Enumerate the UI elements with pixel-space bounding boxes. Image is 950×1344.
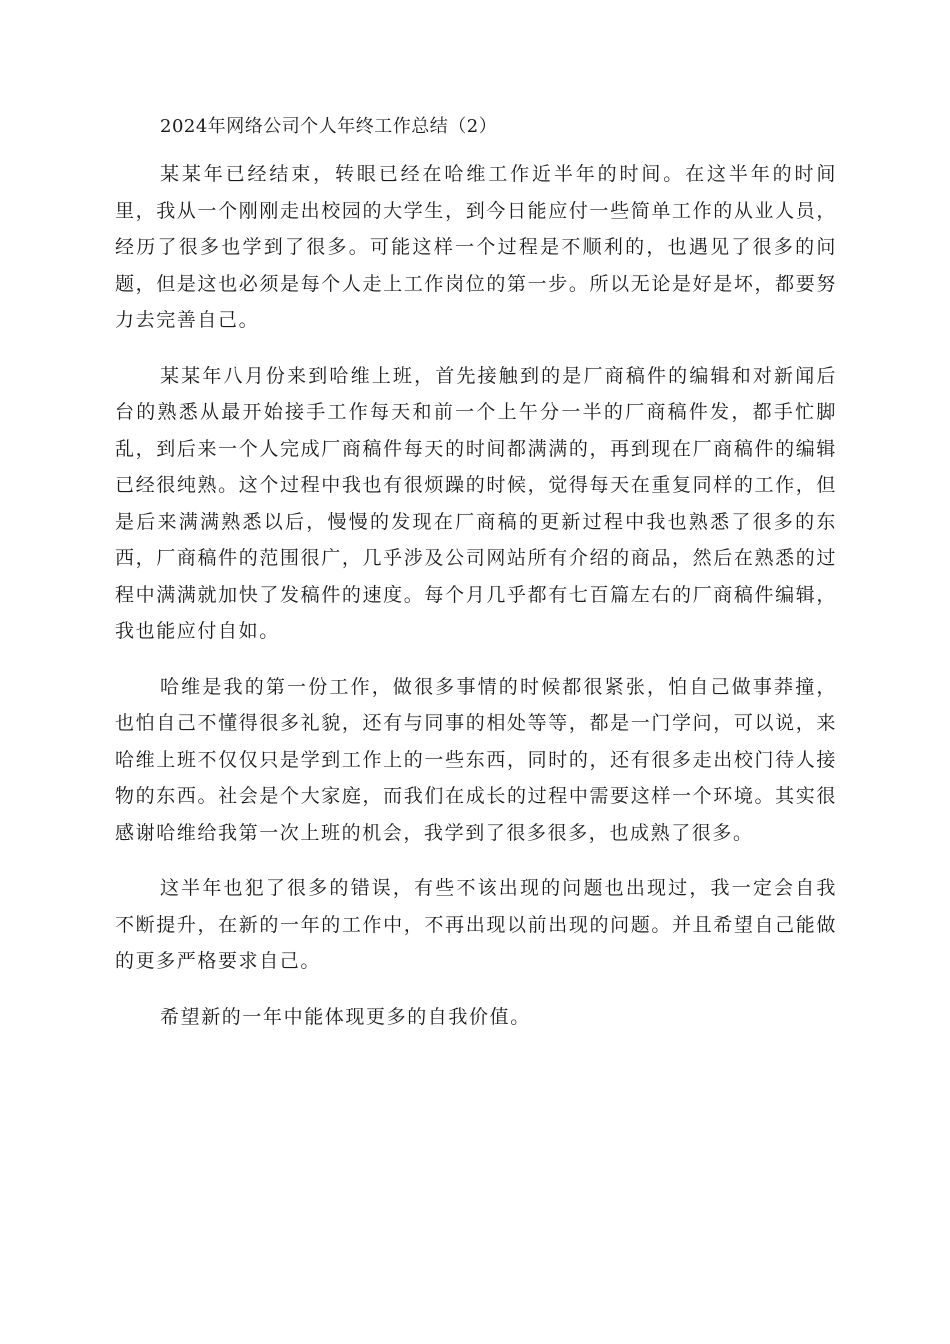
paragraph-4: 这半年也犯了很多的错误，有些不该出现的问题也出现过，我一定会自我不断提升，在新的一年的工作中，不再出现以前出现的问题。并且希望自己能做的更多严格要求自己。 [115, 877, 837, 972]
paragraph-3: 哈维是我的第一份工作，做很多事情的时候都很紧张，怕自己做事莽撞，也怕自己不懂得很多礼貌，还有与同事的相处等等，都是一门学问，可以说，来哈维上班不仅仅只是学到工作上的一些东西，同时的，还有很多走出校门待人接物的东西。社会是个大家庭，而我们在成长的过程中需要这样一个环境。其实很感谢哈维给我第一次上班的机会，我学到了很多很多，也成熟了很多。 [115, 675, 837, 844]
paragraph-2: 某某年八月份来到哈维上班，首先接触到的是厂商稿件的编辑和对新闻后台的熟悉从最开始接手工作每天和前一个上午分一半的厂商稿件发，都手忙脚乱，到后来一个人完成厂商稿件每天的时间都满满的，再到现在厂商稿件的编辑已经很纯熟。这个过程中我也有很烦躁的时候，觉得每天在重复同样的工作，但是后来满满熟悉以后，慢慢的发现在厂商稿的更新过程中我也熟悉了很多的东西，厂商稿件的范围很广，几乎涉及公司网站所有介绍的商品，然后在熟悉的过程中满满就加快了发稿件的速度。每个月几乎都有七百篇左右的厂商稿件编辑，我也能应付自如。 [115, 364, 837, 642]
paragraph-1: 某某年已经结束，转眼已经在哈维工作近半年的时间。在这半年的时间里，我从一个刚刚走出校园的大学生，到今日能应付一些简单工作的从业人员，经历了很多也学到了很多。可能这样一个过程是不顺利的，也遇见了很多的问题，但是这也必须是每个人走上工作岗位的第一步。所以无论是好是坏，都要努力去完善自己。 [115, 163, 837, 331]
document-title: 2024年网络公司个人年终工作总结（2） [160, 116, 498, 137]
paragraph-5: 希望新的一年中能体现更多的自我价值。 [160, 1005, 531, 1028]
document-page [115, 112, 837, 1054]
